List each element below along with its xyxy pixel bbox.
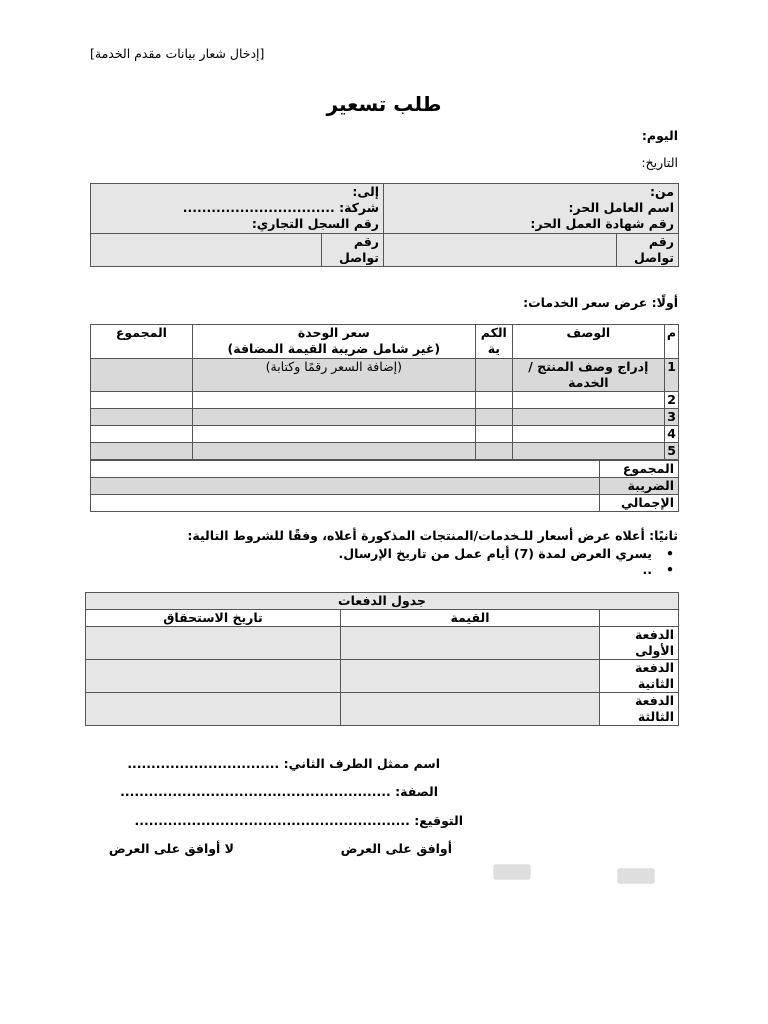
row-unit-price[interactable] [192,409,475,426]
approve-checkbox[interactable] [493,864,531,880]
company-contact-value[interactable] [91,234,322,267]
row-description[interactable] [512,443,664,460]
row-description[interactable] [512,409,664,426]
payments-table [85,592,679,726]
row-num: 4 [664,426,678,443]
date-label: التاريخ: [641,155,678,170]
row-description[interactable] [512,392,664,409]
condition-item: • يسري العرض لمدة (7) أيام عمل من تاريخ الإرسال. [89,546,678,562]
payment-row [86,627,679,660]
table-row [91,443,679,460]
row-total[interactable] [91,443,193,460]
header-num: م [664,325,678,359]
condition-item: • .. [89,562,678,578]
header-total: المجموع [91,325,193,359]
row-num: 2 [664,392,678,409]
payments-title: جدول الدفعات [86,593,679,610]
grand-total-value[interactable] [91,495,600,512]
payment-value[interactable] [341,693,600,726]
grand-total-label: الإجمالي [600,495,679,512]
row-unit-price[interactable] [192,426,475,443]
row-qty[interactable] [475,409,512,426]
worker-cert-label: رقم شهادة العمل الحر: [530,216,674,231]
from-label: من: [650,184,674,199]
worker-contact-value[interactable] [384,234,617,267]
rep-name-line[interactable]: اسم ممثل الطرف الثاني: ................................ [127,756,440,771]
subtotal-value[interactable] [91,461,600,478]
table-row [91,426,679,443]
services-table [90,324,679,460]
payments-label-header [600,610,679,627]
page-title: طلب تسعير [326,92,442,116]
tax-value[interactable] [91,478,600,495]
row-description[interactable] [512,426,664,443]
tax-label: الضريبة [600,478,679,495]
reject-checkbox[interactable] [617,868,655,884]
payment-due-date[interactable] [86,693,341,726]
row-total[interactable] [91,392,193,409]
row-unit-price[interactable]: (إضافة السعر رقمًا وكتابة) [192,359,475,392]
row-total[interactable] [91,426,193,443]
table-row [91,392,679,409]
row-qty[interactable] [475,426,512,443]
row-unit-price[interactable] [192,443,475,460]
company-label: شركة: ................................ [182,200,379,215]
payment-value[interactable] [341,627,600,660]
position-line[interactable]: الصفة: ......................................................... [120,784,438,799]
payment-label: الدفعة الثالثة [600,693,679,726]
parties-table [90,183,679,267]
to-label: إلى: [352,184,379,199]
payment-due-date[interactable] [86,627,341,660]
payments-value-header: القيمة [341,610,600,627]
row-total[interactable] [91,359,193,392]
row-qty[interactable] [475,359,512,392]
payments-due-header: تاريخ الاستحقاق [86,610,341,627]
row-unit-price[interactable] [192,392,475,409]
header-description: الوصف [512,325,664,359]
section2-title: ثانيًا: أعلاه عرض أسعار للـخدمات/المنتجات المذكورة أعلاه، وفقًا للشروط التالية: [187,528,678,543]
row-description[interactable]: إدراج وصف المنتج / الخدمة [512,359,664,392]
row-num: 3 [664,409,678,426]
payment-label: الدفعة الثانية [600,660,679,693]
row-num: 1 [664,359,678,392]
conditions-list [89,546,678,578]
payment-value[interactable] [341,660,600,693]
subtotal-label: المجموع [600,461,679,478]
logo-placeholder: [إدخال شعار بيانات مقدم الخدمة] [90,46,265,61]
from-cell [384,184,679,234]
company-contact-label: رقم تواصل [322,234,384,267]
to-cell [91,184,384,234]
table-row [91,359,679,392]
row-qty[interactable] [475,443,512,460]
worker-name-label: اسم العامل الحر: [568,200,674,215]
row-qty[interactable] [475,392,512,409]
payment-label: الدفعة الأولى [600,627,679,660]
row-num: 5 [664,443,678,460]
table-row [91,409,679,426]
worker-contact-label: رقم تواصل [617,234,679,267]
day-label: اليوم: [641,128,678,143]
payment-row [86,693,679,726]
payment-due-date[interactable] [86,660,341,693]
totals-table [90,460,679,512]
payment-row [86,660,679,693]
reject-label: لا أوافق على العرض [108,841,234,856]
cr-label: رقم السجل التجاري: [251,216,379,231]
approve-label: أوافق على العرض [340,841,452,856]
signature-line[interactable]: التوقيع: .......................................................... [134,813,463,828]
header-qty: الكم ية [475,325,512,359]
section1-title: أولًا: عرض سعر الخدمات: [523,295,678,310]
header-unit-price: سعر الوحدة (غير شامل ضريبة القيمة المضافة) [192,325,475,359]
row-total[interactable] [91,409,193,426]
